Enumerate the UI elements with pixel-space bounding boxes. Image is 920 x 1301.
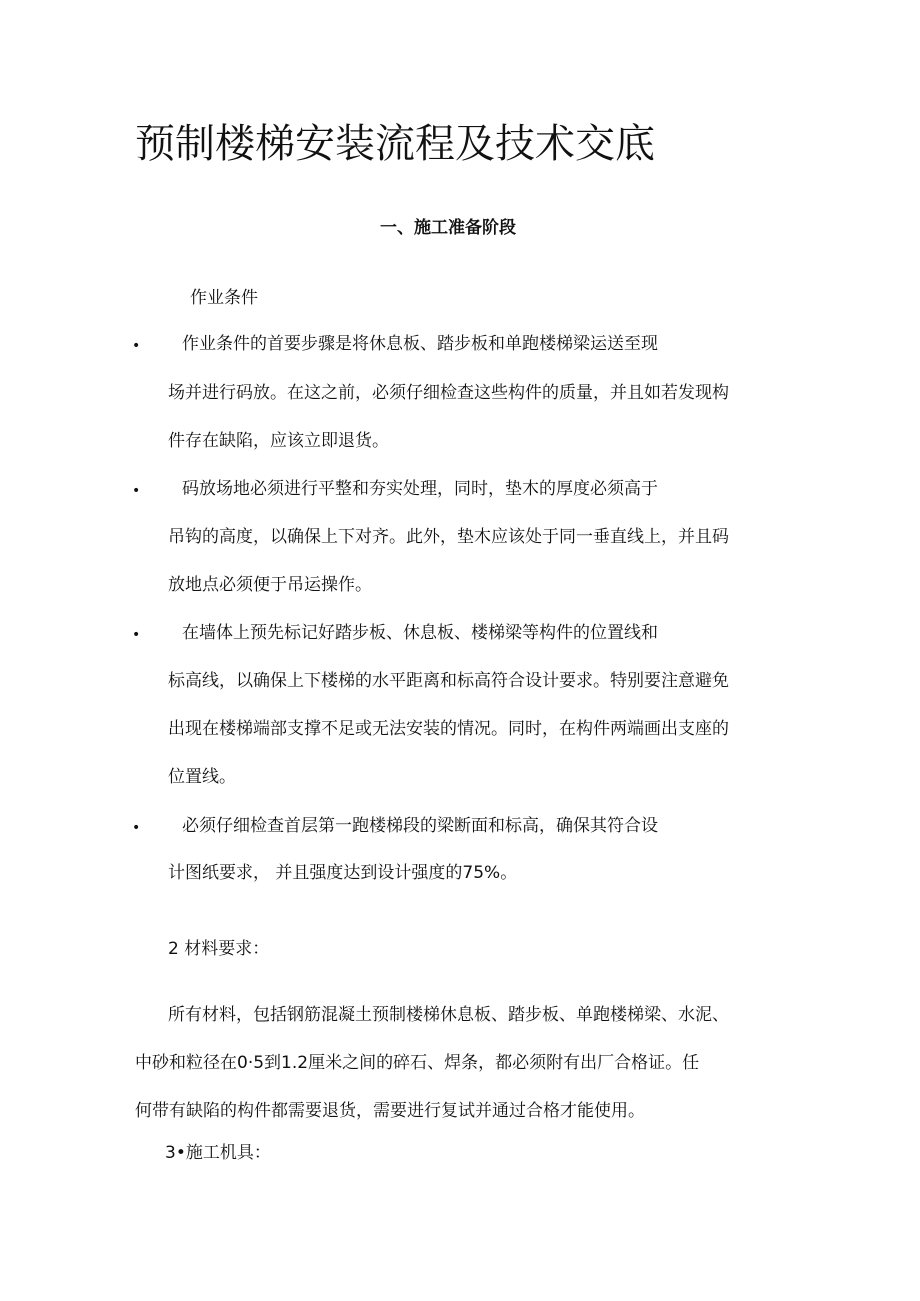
bullet-marker: • xyxy=(132,338,141,354)
section-heading-preparation: 一、施工准备阶段 xyxy=(380,218,516,238)
materials-line-2: 中砂和粒径在0·5到1.2厘米之间的碎石、焊条，都必须附有出厂合格证。任 xyxy=(135,1053,700,1073)
section-heading-materials: 2 材料要求： xyxy=(168,939,270,959)
materials-line-1: 所有材料，包括钢筋混凝土预制楼梯休息板、踏步板、单跑楼梯梁、水泥、 xyxy=(168,1005,729,1025)
subheading-work-conditions: 作业条件 xyxy=(190,288,258,308)
materials-line-3: 何带有缺陷的构件都需要退货，需要进行复试并通过合格才能使用。 xyxy=(135,1101,645,1121)
document-title: 预制楼梯安装流程及技术交底 xyxy=(135,121,655,167)
bullet-4-line-1: 必须仔细检查首层第一跑楼梯段的梁断面和标高，确保其符合设 xyxy=(182,816,658,836)
bullet-1-line-1: 作业条件的首要步骤是将休息板、踏步板和单跑楼梯梁运送至现 xyxy=(182,334,658,354)
bullet-1-line-2: 场并进行码放。在这之前，必须仔细检查这些构件的质量，并且如若发现构 xyxy=(168,383,729,403)
bullet-marker: • xyxy=(132,627,141,643)
bullet-3-line-4: 位置线。 xyxy=(168,767,236,787)
bullet-marker: • xyxy=(132,820,141,836)
section-heading-equipment: 3•施工机具： xyxy=(165,1143,271,1163)
bullet-3-line-2: 标高线，以确保上下楼梯的水平距离和标高符合设计要求。特别要注意避免 xyxy=(168,671,729,691)
bullet-2-line-2: 吊钩的高度，以确保上下对齐。此外，垫木应该处于同一垂直线上，并且码 xyxy=(168,527,729,547)
bullet-2-line-1: 码放场地必须进行平整和夯实处理，同时，垫木的厚度必须高于 xyxy=(182,479,658,499)
bullet-4-line-2: 计图纸要求， 并且强度达到设计强度的75%。 xyxy=(168,863,518,883)
bullet-1-line-3: 件存在缺陷，应该立即退货。 xyxy=(168,431,389,451)
bullet-2-line-3: 放地点必须便于吊运操作。 xyxy=(168,575,372,595)
bullet-3-line-3: 出现在楼梯端部支撑不足或无法安装的情况。同时，在构件两端画出支座的 xyxy=(168,719,729,739)
bullet-marker: • xyxy=(132,483,141,499)
bullet-3-line-1: 在墙体上预先标记好踏步板、休息板、楼梯梁等构件的位置线和 xyxy=(182,623,658,643)
